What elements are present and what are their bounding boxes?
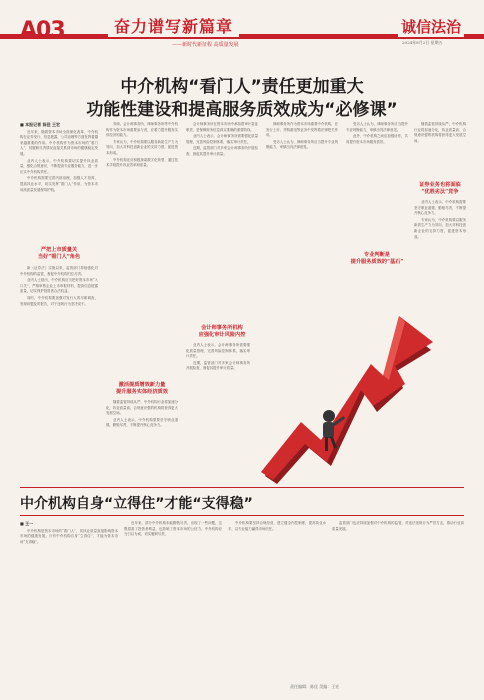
bottom-column-2 [124, 521, 222, 681]
section-banner: 奋力谱写新篇章 [108, 14, 239, 37]
article-column-5 [346, 122, 408, 248]
paragraph: 近期，监管部门对多家会计师事务所开展检查，督促其提升审计质量。 [186, 360, 250, 371]
page-number: A03 [20, 18, 65, 43]
paragraph: 近年来，随着资本市场全面深化改革，中介机构在证券发行、信息披露、公司治理等方面发挥着越来越重要的作用。中介机构作为资本市场的“看门人”，其履职尽责情况直接关系到市场的健康稳定发展。 [20, 129, 98, 156]
paragraph: 专家认为，中介机构要以服务新质生产力为导向，加大对科技创新企业的支持力度，促进资本形成。 [106, 139, 178, 155]
section-divider [20, 487, 464, 488]
paragraph: 受访人士认为，律师事务所应当提升专业判断能力，审慎出具法律意见。 [346, 122, 408, 132]
paragraph: 专家认为，中介机构要以服务新质生产力为导向，加大对科技创新企业的支持力度，促进资本形成。 [414, 217, 466, 239]
paragraph: 业内人士表示，会计师事务所需要强化质量管理，完善风险控制体系，落实审计责任。 [186, 343, 250, 359]
subheading-5: 证券业务也将面临 “优胜劣汰”竞争 [419, 182, 461, 195]
paragraph: 券商、会计师事务所、律师事务所等中介机构作为资本市场重要参与者，应着力提升服务实体经济的能力。 [106, 122, 178, 138]
paragraph: 随着监管持续从严，中介机构行业将加速分化，执业质量高、合规意识强的机构将获得更大发展空间。 [106, 400, 178, 416]
masthead [0, 14, 484, 54]
article-column-2b [106, 400, 178, 482]
author-byline: ■ 本报记者 陈佳 王宏 [20, 122, 60, 127]
section-logo: 诚信法治 [398, 16, 464, 37]
paragraph: 业内人士表示，中介机构要切实提升执业质量，强化合规意识，不断提高专业服务能力，进一步压实中介机构责任。 [20, 158, 98, 174]
paragraph: 受访人士认为，律师事务所应当提升专业判断能力，审慎出具法律意见。 [266, 139, 338, 150]
paragraph: 中介机构是资本市场的“看门人”，其执业质量直接影响资本市场的健康发展。只有中介机构自身“立得住”，才能为资本市场“支得稳”。 [20, 528, 118, 544]
bottom-column-4 [332, 521, 464, 681]
section-banner-subtitle: ——新时代新征程 高质量发展 [172, 42, 239, 48]
article-column-4 [266, 122, 338, 272]
bottom-headline: 中介机构自身“立得住”才能“支得稳” [20, 496, 253, 512]
arrow-illustration [255, 276, 441, 484]
paragraph: 律师事务所作为资本市场重要中介机构，在发行上市、并购重组等业务中发挥着法律把关作用。 [266, 122, 338, 138]
paragraph: 中介机构还应积极探索数字化转型，通过技术手段提升执业效率和质量。 [106, 157, 178, 168]
article-column-2 [106, 122, 178, 352]
paragraph: 随着监管持续从严，中介机构行业将加速分化，执业质量高、合规意识强的机构将获得更大发展空间。 [414, 122, 466, 143]
subheading-2: 激活提质增效新力量 提升服务实体经济质效 [116, 382, 168, 395]
article-column-3b [186, 343, 250, 482]
article-column-3 [186, 122, 258, 318]
subheading-3: 会计师事务所机构 应强化审计风险内控 [198, 325, 246, 338]
paragraph: 业内人士表示，会计师事务所需要强化质量管理，完善风险控制体系，落实审计责任。 [186, 134, 258, 144]
bottom-byline: ■ 王一 [20, 521, 34, 526]
rising-arrow [261, 316, 433, 480]
bottom-column-1 [20, 521, 118, 681]
paragraph: 此外，中介机构之间应加强协作，共同提升资本市场服务质效。 [346, 134, 408, 144]
paragraph: 业内人士表示，中介机构需要坚守职业道德，勤勉尽责，不断提升核心竞争力。 [414, 200, 466, 216]
article-column-1 [20, 122, 98, 240]
article-column-1b [20, 266, 98, 482]
article-column-6 [414, 122, 466, 178]
paragraph: 业内人士指出，中介机构应当把好资本市场“入口关”，严格审核企业上市申报材料，提高信息披露质量，切实保护投资者合法权益。 [20, 278, 98, 294]
paragraph: 同时，中介机构要加强对发行人的尽职调查，发现问题及时报告，对于违规行为坚决说不。 [20, 295, 98, 306]
paragraph: 会计师事务所在资本市场中承担着审计鉴证职责，是保障财务信息真实准确的重要防线。 [186, 122, 258, 132]
editor-credit: 责任编辑：陈佳 美编：王宏 [290, 684, 340, 689]
paragraph: 新《证券法》实施以来，监管部门持续强化对中介机构的监管，督促中介机构归位尽责。 [20, 266, 98, 276]
subheading-1: 严把上市质量关 当好“看门人”角色 [37, 247, 81, 260]
paragraph: 监管部门也应持续加强对中介机构的监管，对违法违规行为严厉打击，推动行业高质量发展。 [332, 521, 464, 531]
paragraph: 中介机构需要完善内部治理，加强人才培养，提高执业水平，切实发挥“看门人”作用，为资本市场高质量发展保驾护航。 [20, 176, 98, 192]
bottom-column-3 [228, 521, 326, 681]
subheading-4: 专业判断是 提升服务质效的“基石” [350, 252, 404, 265]
paragraph: 中介机构要坚持合规经营，建立健全内控制度，提高执业水平，以专业能力赢得市场信任。 [228, 521, 326, 531]
paragraph: 近期，监管部门对多家会计师事务所开展检查，督促其提升审计质量。 [186, 146, 258, 156]
section-divider [20, 515, 464, 516]
headline-line-1: 中介机构“看门人”责任更加重大 [120, 77, 364, 97]
paragraph: 业内人士表示，中介机构需要坚守职业道德，勤勉尽责，不断提升核心竞争力。 [106, 417, 178, 428]
dateline: 2024年8月2日 星期五 [402, 40, 443, 45]
paragraph: 近年来，部分中介机构未能勤勉尽责，出现了一些问题，这既损害了投资者利益，也影响了资本市场的公信力。中介机构应当引以为戒，切实履职尽责。 [124, 521, 222, 537]
headline-line-2: 功能性建设和提高服务质效成为“必修课” [86, 100, 398, 120]
